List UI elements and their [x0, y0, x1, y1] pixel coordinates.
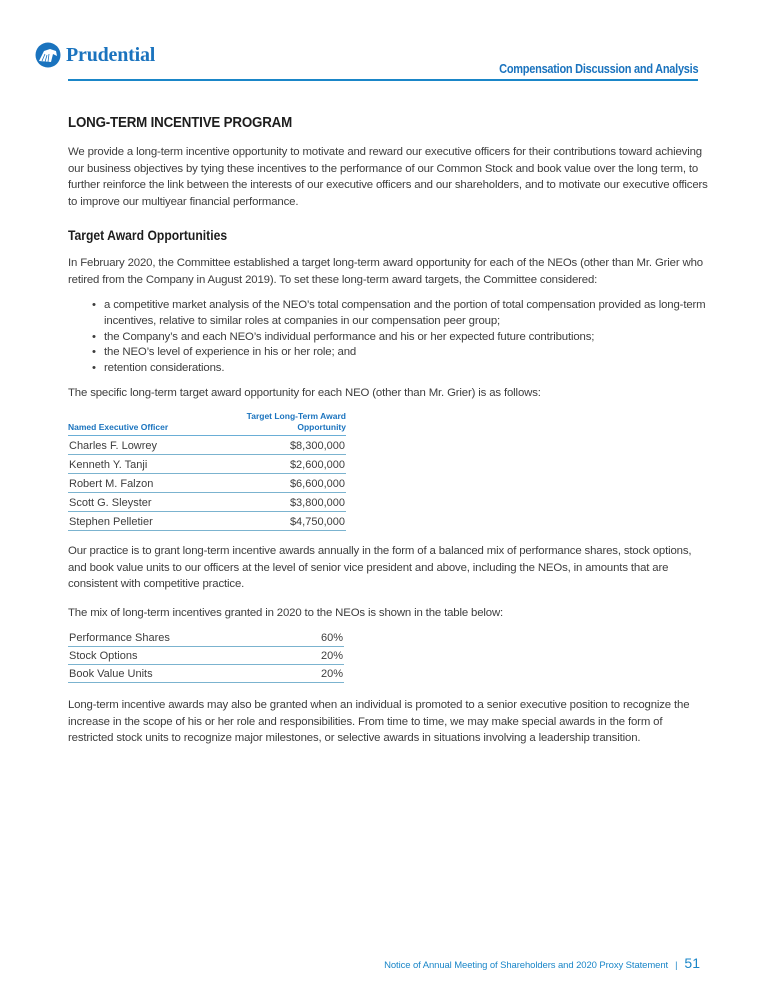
considerations-list [68, 298, 708, 377]
section-title: LONG-TERM INCENTIVE PROGRAM [68, 115, 293, 131]
officer-name: Stephen Pelletier [68, 512, 236, 531]
prudential-logo [35, 42, 155, 68]
table-row [68, 629, 344, 647]
incentive-type: Book Value Units [68, 665, 292, 683]
table-row [68, 455, 346, 474]
intro-paragraph: We provide a long-term incentive opportunity to motivate and reward our executive officers for their contributions toward achieving our business objectives by tying these incentives to the performance of our Common Stock and book value over the long term, to further reinforce the link between the interests of our executive officers and our shareholders, and to motivate our executive officers to improve our multiyear financial performance. [68, 146, 708, 208]
incentive-percent: 20% [292, 665, 344, 683]
mix-intro: The mix of long-term incentives granted in 2020 to the NEOs is shown in the table below: [68, 606, 504, 619]
list-item: • a competitive market analysis of the NEO’s total compensation and the portion of total compensation provided as long-term incentives, relative to similar roles at companies in our compensation peer group; [92, 298, 708, 330]
officer-name: Robert M. Falzon [68, 474, 236, 493]
target-award-table [68, 411, 346, 531]
award-amount: $3,800,000 [236, 493, 346, 512]
table-row [68, 493, 346, 512]
table-intro: The specific long-term target award opportunity for each NEO (other than Mr. Grier) is as follows: [68, 386, 541, 399]
table-row [68, 436, 346, 455]
incentive-mix-table [68, 629, 344, 683]
column-header-award: Target Long-Term Award Opportunity [236, 411, 346, 436]
practice-paragraph: Our practice is to grant long-term incentive awards annually in the form of a balanced mix of performance shares, stock options, and book value units to our officers at the level of senior vice president and above, including the NEOs, in amounts that are consistent with competitive practice. [68, 545, 692, 591]
officer-name: Kenneth Y. Tanji [68, 455, 236, 474]
page-number: 51 [684, 955, 700, 971]
incentive-percent: 60% [292, 629, 344, 647]
column-header-officer: Named Executive Officer [68, 411, 236, 436]
award-amount: $8,300,000 [236, 436, 346, 455]
rock-of-gibraltar-icon [35, 42, 61, 68]
officer-name: Scott G. Sleyster [68, 493, 236, 512]
table-row [68, 665, 344, 683]
officer-name: Charles F. Lowrey [68, 436, 236, 455]
logo-text: Prudential [66, 43, 156, 66]
award-amount: $4,750,000 [236, 512, 346, 531]
incentive-type: Performance Shares [68, 629, 292, 647]
page-footer [384, 955, 700, 971]
section-label: Compensation Discussion and Analysis [498, 62, 698, 76]
award-amount: $2,600,000 [236, 455, 346, 474]
table-row [68, 474, 346, 493]
main-content [68, 115, 708, 759]
list-item: • the NEO’s level of experience in his or her role; and [92, 345, 708, 361]
list-item: • the Company’s and each NEO’s individual performance and his or her expected future contributions; [92, 330, 708, 346]
header-rule [68, 79, 698, 81]
table-row [68, 647, 344, 665]
target-awards-intro: In February 2020, the Committee established a target long-term award opportunity for each of the NEOs (other than Mr. Grier who retired from the Company in August 2019). To set these long-term award targets, the Committee considered: [68, 257, 703, 286]
footer-text: Notice of Annual Meeting of Shareholders and 2020 Proxy Statement [384, 960, 669, 971]
award-amount: $6,600,000 [236, 474, 346, 493]
list-item: • retention considerations. [92, 361, 708, 377]
incentive-type: Stock Options [68, 647, 292, 665]
footer-separator: | [675, 960, 678, 970]
table-row [68, 512, 346, 531]
closing-paragraph: Long-term incentive awards may also be granted when an individual is promoted to a senior executive position to recognize the increase in the scope of his or her role and responsibilities. From time to time, we may make special awards in the form of restricted stock units to recognize major milestones, or selective awards in situations involving a leadership transition. [68, 699, 690, 745]
incentive-percent: 20% [292, 647, 344, 665]
subsection-heading: Target Award Opportunities [68, 228, 228, 243]
